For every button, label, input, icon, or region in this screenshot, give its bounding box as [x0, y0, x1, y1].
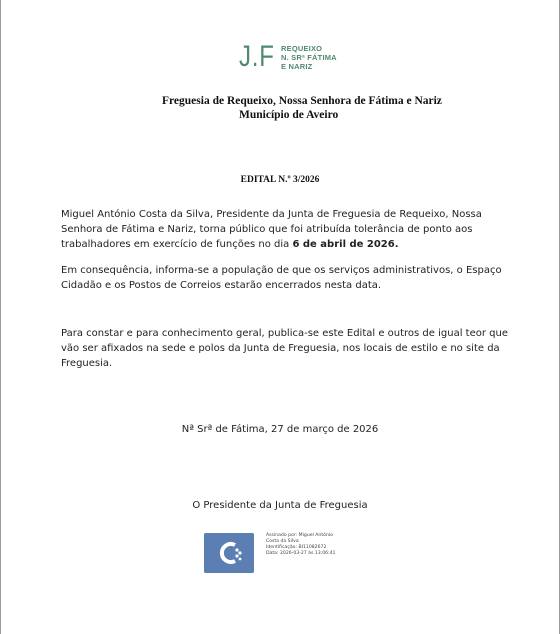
signer-title: O Presidente da Junta de Freguesia	[192, 500, 368, 511]
parish-name-heading: Freguesia de Requeixo, Nossa Senhora de Fátima e Nariz	[162, 95, 442, 107]
signature-details	[266, 533, 356, 557]
logo-text	[281, 44, 337, 71]
edital-title: EDITAL N.º 3/2026	[240, 175, 320, 185]
place-and-date: Nª Srª de Fátima, 27 de março de 2026	[181, 424, 379, 435]
signature-signer-name: Costa da Silva	[266, 539, 299, 544]
logo-line-1: REQUEIXO	[281, 43, 323, 53]
signature-date: Data: 2026-03-27 às 13:06:41	[266, 551, 336, 556]
digital-signature-block	[204, 533, 356, 573]
paragraph-consequence: Em consequência, informa-se a população de que os serviços administrativos, o Espaço Cidadão e os Postos de Correios estarão encerrados nesta data.	[61, 265, 502, 291]
paragraph-announcement	[61, 207, 521, 252]
signature-signed-by: Assinado por: Miguel António	[266, 533, 333, 538]
signature-identification: Identificação: BI11082672	[266, 545, 327, 550]
parish-logo	[239, 42, 337, 72]
signature-logo-icon	[204, 533, 254, 573]
logo-mark: J.F	[239, 40, 275, 73]
signature-c-icon	[204, 533, 254, 573]
paragraph-publication: Para constar e para conhecimento geral, publica-se este Edital e outros de igual teor que vão ser afixados na sede e polos da Junta de Freguesia, nos locais de estilo e no site da Freguesia.	[61, 328, 508, 369]
paragraph-announcement-date: 6 de abril de 2026.	[292, 239, 399, 250]
logo-line-3: E NARIZ	[281, 61, 313, 71]
paragraph-announcement-text: Miguel António Costa da Silva, Presidente da Junta de Freguesia de Requeixo, Nossa Senhora de Fátima e Nariz, torna público que foi atribuída tolerância de ponto aos trabalhadores em exercício de funções no dia	[61, 209, 482, 250]
logo-line-2: N. SRª FÁTIMA	[281, 52, 337, 62]
municipality-heading: Município de Aveiro	[239, 109, 339, 121]
